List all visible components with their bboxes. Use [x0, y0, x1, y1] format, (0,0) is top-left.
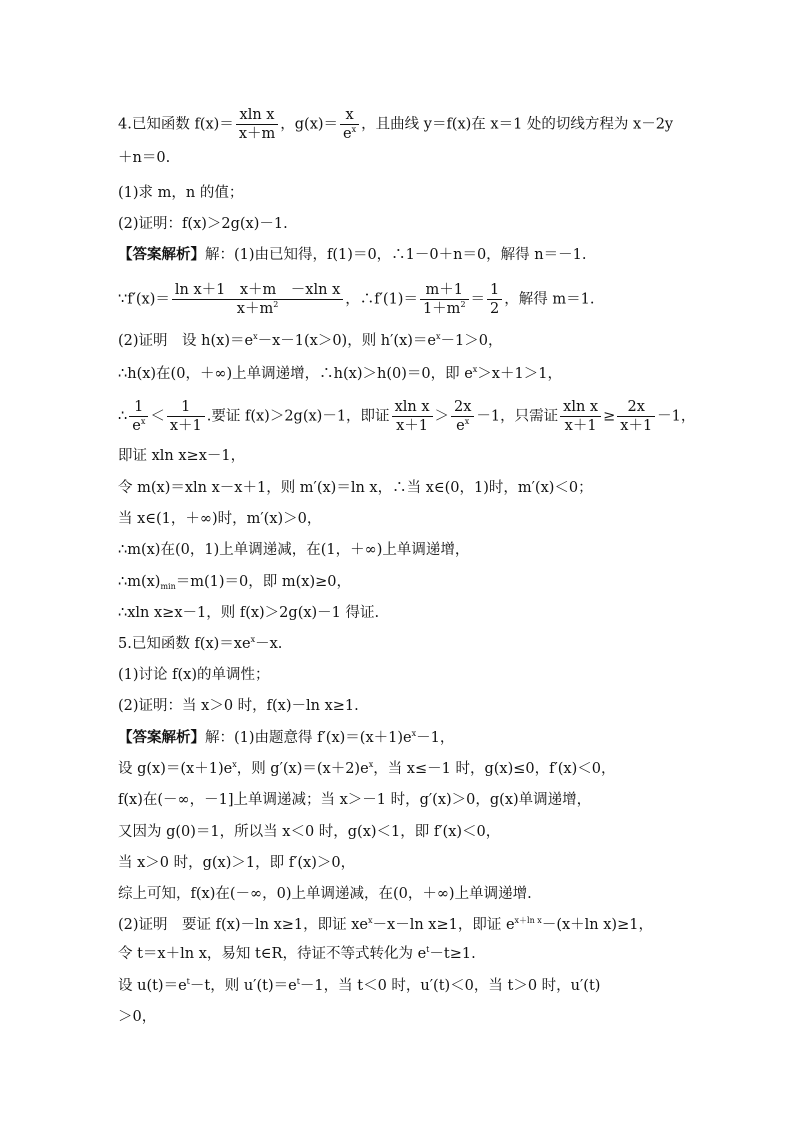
- text: ，∴f′(1)＝: [345, 291, 418, 308]
- text: ∵f′(x)＝: [118, 291, 170, 308]
- fraction-fprime: [172, 281, 343, 318]
- text: －1，当 t＜0 时，u′(t)＜0，当 t＞0 时，u′(t): [299, 978, 601, 994]
- problem5-question1: (1)讨论 f(x)的单调性；: [118, 667, 270, 683]
- problem4-proof-line2: [118, 364, 562, 384]
- text: －t，则 u′(t)＝e: [189, 978, 297, 994]
- superscript: t: [186, 977, 190, 986]
- problem4-question2: (2)证明：f(x)＞2g(x)－1.: [118, 216, 288, 232]
- text: ∴h(x)在(0，＋∞)上单调递增，∴h(x)＞h(0)＝0，即 e: [118, 366, 473, 382]
- answer-label: 【答案解析】: [118, 729, 205, 746]
- text: ，当 x≤－1 时，g(x)≤0，f′(x)＜0，: [373, 761, 616, 777]
- fraction-numerator: 1: [134, 399, 144, 415]
- fraction-numerator: 2x: [627, 399, 645, 415]
- fraction-half: [487, 281, 502, 318]
- fraction-numerator: x: [345, 107, 354, 123]
- problem4-proof-line7: ∴m(x)在(0，1)上单调递减，在(1，＋∞)上单调递增，: [118, 542, 470, 558]
- superscript: x: [464, 417, 470, 426]
- superscript: x: [436, 332, 441, 341]
- superscript: x: [232, 760, 237, 769]
- superscript: x: [368, 760, 374, 769]
- text: －x－1(x＞0)，则 h′(x)＝e: [257, 333, 437, 349]
- text: －1，只需证: [476, 408, 559, 425]
- fraction-denominator: [420, 299, 469, 318]
- text: ，解得 m＝1.: [504, 291, 595, 308]
- fraction-denominator: x＋1: [392, 416, 433, 435]
- text: e: [343, 126, 352, 142]
- problem5-proof-line1: [118, 915, 653, 935]
- text: －1，: [416, 730, 455, 746]
- fraction-numerator: 1: [490, 282, 500, 298]
- fraction-denominator: [340, 124, 359, 143]
- superscript: x: [368, 916, 373, 925]
- fraction-denominator: [451, 416, 474, 435]
- problem4-derivative-line: [118, 281, 594, 318]
- problem4-proof-line1: [118, 331, 502, 351]
- text: 5.已知函数 f(x)＝xe: [118, 636, 251, 652]
- problem5-answer-line6: 综上可知，f(x)在(－∞，0)上单调递减，在(0，＋∞)上单调递增.: [118, 886, 532, 902]
- text: ，则 g′(x)＝(x＋2)e: [236, 761, 369, 777]
- problem5-statement: [118, 634, 282, 654]
- text: ∴: [118, 408, 128, 425]
- fraction: [451, 398, 474, 435]
- problem4-question1: (1)求 m，n 的值；: [118, 185, 244, 201]
- text: ＝: [470, 291, 486, 308]
- problem5-answer-line4: 又因为 g(0)＝1，所以当 x＜0 时，g(x)＜1，即 f′(x)＜0，: [118, 824, 501, 840]
- fraction: [167, 398, 205, 435]
- problem5-question2: (2)证明：当 x＞0 时，f(x)－ln x≥1.: [118, 698, 359, 714]
- superscript: x＋ln x: [514, 916, 542, 925]
- text: x＋m: [236, 301, 274, 317]
- text: ＞x＋1＞1，: [477, 366, 562, 382]
- text: －x.: [255, 636, 283, 652]
- text: .要证 f(x)＞2g(x)－1，即证: [206, 408, 390, 425]
- superscript: x: [472, 365, 478, 374]
- fraction-numerator: 1: [181, 399, 191, 415]
- problem5-answer-line3: f(x)在(－∞，－1]上单调递减；当 x＞－1 时，g′(x)＞0，g(x)单调递增，: [118, 792, 592, 808]
- superscript: x: [411, 729, 417, 738]
- problem4-proof-line8: [118, 572, 351, 592]
- fraction-denominator: [129, 416, 148, 435]
- text: －x－ln x≥1，即证 e: [372, 917, 515, 933]
- problem4-proof-line6: 当 x∈(1，＋∞)时，m′(x)＞0，: [118, 511, 322, 527]
- superscript: x: [253, 332, 258, 341]
- fraction-denominator: [172, 299, 343, 318]
- text: ∴m(x): [118, 574, 161, 590]
- text: ＜: [150, 408, 165, 425]
- text: －1，: [657, 408, 696, 425]
- superscript: 2: [273, 300, 279, 309]
- superscript: t: [426, 945, 430, 954]
- fraction-f: [236, 106, 278, 143]
- fraction-fprime-1: [420, 281, 469, 318]
- fraction: [617, 398, 655, 435]
- text: 令 t＝x＋ln x，易知 t∈R，待证不等式转化为 e: [118, 946, 427, 962]
- superscript: 2: [460, 300, 466, 309]
- text: 设 u(t)＝e: [118, 978, 187, 994]
- subscript: min: [160, 582, 176, 591]
- text: ，g(x)＝: [280, 116, 339, 133]
- text: －(x＋ln x)≥1，: [541, 917, 653, 933]
- problem5-answer-line1: [118, 728, 454, 748]
- fraction-denominator: 2: [487, 299, 502, 318]
- text: 设 g(x)＝(x＋1)e: [118, 761, 233, 777]
- text: e: [456, 418, 465, 434]
- problem4-proof-line4: 即证 xln x≥x－1，: [118, 448, 246, 464]
- problem5-answer-line5: 当 x＞0 时，g(x)＞1，即 f′(x)＞0，: [118, 855, 356, 871]
- text: (2)证明 要证 f(x)－ln x≥1，即证 xe: [118, 917, 369, 933]
- text: e: [132, 418, 141, 434]
- fraction-denominator: x＋1: [560, 416, 601, 435]
- fraction-numerator: xln x: [239, 107, 275, 123]
- fraction-denominator: x＋1: [617, 416, 655, 435]
- problem4-proof-line9: ∴xln x≥x－1，则 f(x)＞2g(x)－1 得证.: [118, 605, 380, 621]
- problem4-proof-line5: 令 m(x)＝xln x－x＋1，则 m′(x)＝ln x，∴当 x∈(0，1)时，m′(x)＜0；: [118, 480, 593, 496]
- fraction-numerator: ln x＋1 x＋m －xln x: [174, 282, 341, 298]
- fraction-numerator: 2x: [454, 399, 472, 415]
- problem5-proof-line2: [118, 944, 476, 964]
- fraction: [392, 398, 433, 435]
- fraction-numerator: m＋1: [425, 282, 463, 298]
- answer-label: 【答案解析】: [118, 246, 205, 263]
- text: ≥: [603, 408, 616, 425]
- problem4-statement-line2: ＋n＝0.: [118, 150, 171, 166]
- text: 1＋m: [422, 301, 461, 317]
- text: 解：(1)由已知得，f(1)＝0，∴1－0＋n＝0，解得 n＝－1.: [205, 247, 587, 263]
- text: －1＞0，: [440, 333, 503, 349]
- problem5-answer-line2: [118, 759, 616, 779]
- fraction-denominator: x＋1: [167, 416, 205, 435]
- superscript: t: [296, 977, 300, 986]
- text: 4.已知函数 f(x)＝: [118, 116, 234, 133]
- superscript: x: [140, 417, 146, 426]
- fraction-g: [340, 106, 359, 143]
- fraction-denominator: x＋m: [236, 124, 278, 143]
- text: 解：(1)由题意得 f′(x)＝(x＋1)e: [205, 730, 412, 746]
- text: ＞: [434, 408, 450, 425]
- problem4-answer-line1: [118, 245, 586, 265]
- superscript: x: [250, 635, 256, 644]
- fraction-numerator: xln x: [394, 399, 430, 415]
- text: ＝m(1)＝0，即 m(x)≥0，: [175, 574, 352, 590]
- superscript: x: [351, 125, 357, 134]
- fraction: [560, 398, 601, 435]
- problem4-statement-line1: [118, 106, 673, 143]
- problem5-proof-line3: [118, 976, 600, 996]
- text: ，且曲线 y＝f(x)在 x＝1 处的切线方程为 x－2y: [361, 116, 674, 133]
- fraction-numerator: xln x: [563, 399, 599, 415]
- fraction: [129, 398, 148, 435]
- text: (2)证明 设 h(x)＝e: [118, 333, 254, 349]
- text: －t≥1.: [429, 946, 476, 962]
- problem5-proof-line4: ＞0，: [118, 1009, 157, 1025]
- problem4-proof-line3: [118, 398, 695, 435]
